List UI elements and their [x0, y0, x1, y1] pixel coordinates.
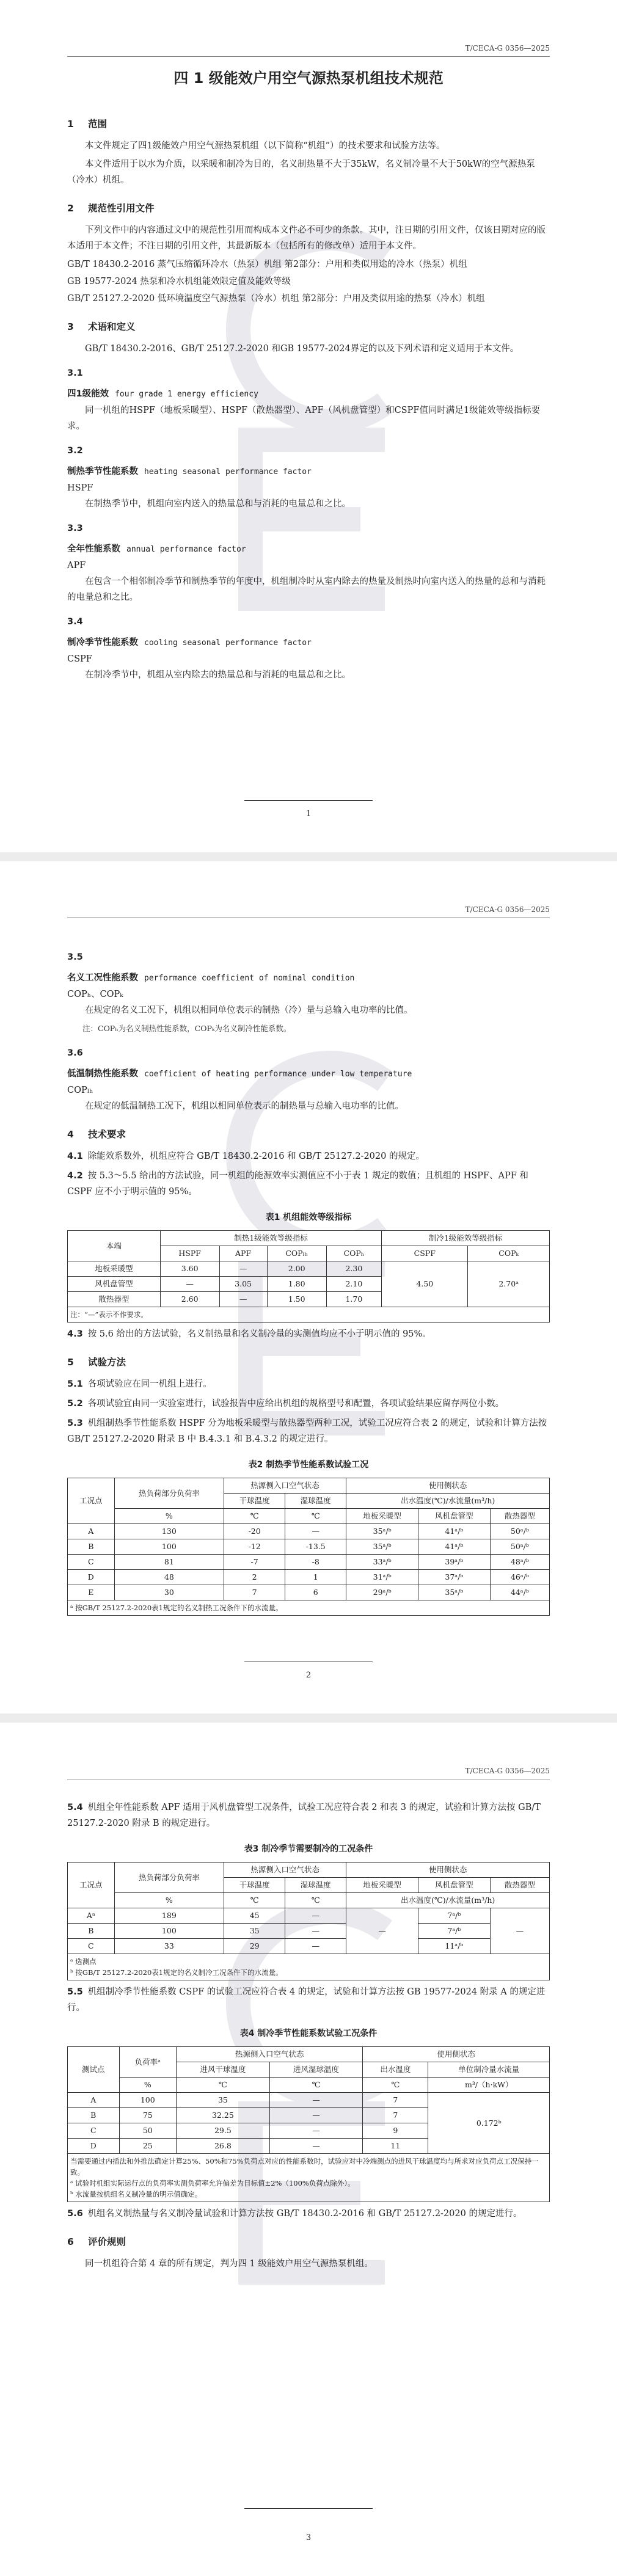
table-title: 表4 制冷季节性能系数试验工况条件	[239, 2029, 378, 2038]
copk-cell: 2.70ᵃ	[468, 1261, 550, 1307]
clause-item: 4.2 按 5.3～5.5 给出的方法试验，同一机组的能源效率实测值应不小于表 1 规定的数值；且机组的 HSPF、APF 和 CSPF 应不小于明示值的 95%。	[67, 1171, 528, 1197]
heating-test-conditions-table: 工况点 热负荷部分负荷率 热源侧入口空气状态 使用侧状态 干球温度 湿球温度 出水温度(℃)/水流量(m³/h) % ℃ ℃ 地板采暖型 风机盘管型 散热器型 A 130 -20 — 35ᵃ/ᵇ 41ᵃ/ᵇ 50ᵃ/ᵇ B 100 -12 -13.5 35ᵃ/ᵇ 41ᵃ/ᵇ 50ᵃ/ᵇ C 81 -7 -8 33ᵃ/ᵇ 39ᵃ/ᵇ 48ᵃ/ᵇ D 48 2 1 31ᵃ/ᵇ 37ᵃ/ᵇ 46ᵃ/ᵇ E 30 7 6 29ᵃ/ᵇ 35ᵃ/ᵇ 44ᵃ/ᵇ ᵃ 按GB/T 25127.2-2020表1规定的名义制热工况条件下的水流量。	[67, 1478, 550, 1616]
section-heading: 6 评价规则	[67, 2236, 126, 2247]
clause-number: 3.4	[67, 617, 83, 627]
document-page-1	[0, 0, 617, 852]
clause-number: 3.6	[67, 1048, 83, 1058]
cooling-load-conditions-table: 工况点 热负荷部分负荷率 热源侧入口空气状态 使用侧状态 干球温度 湿球温度 地板采暖型 风机盘管型 散热器型 % ℃ ℃ 出水温度(℃)/水流量(m³/h) Aᵃ 189 45 — — 7ᵃ/ᵇ — B 100 35 — 7ᵃ/ᵇ C 33 29 — 11ᵃ/ᵇ ᵃ 选测点 ᵇ 按GB/T 25127.2-2020表1规定的名义制冷工况条件下的水流量。	[67, 1862, 550, 1980]
table-header: 制冷1级能效等级指标	[382, 1231, 550, 1246]
table-title: 表1 机组能效等级指标	[265, 1213, 352, 1222]
table-row: E 30 7 6 29ᵃ/ᵇ 35ᵃ/ᵇ 44ᵃ/ᵇ	[68, 1585, 550, 1600]
term-heading: 低温制热性能系数 coefficient of heating performance under low temperature	[67, 1069, 412, 1079]
table-note: ᵃ 按GB/T 25127.2-2020表1规定的名义制热工况条件下的水流量。	[68, 1600, 550, 1616]
doc-code: T/CECA-G 0356—2025	[465, 44, 550, 53]
section-heading: 3 术语和定义	[67, 321, 136, 332]
term-symbol: COPₗₕ	[67, 1085, 93, 1095]
footer-rule	[244, 800, 373, 801]
clause-item: 4.1 除能效系数外，机组应符合 GB/T 18430.2-2016 和 GB/T 25127.2-2020 的规定。	[67, 1151, 425, 1161]
reference-item: GB 19577-2024 热泵和冷水机组能效限定值及能效等级	[67, 277, 291, 286]
document-page-3	[0, 1723, 617, 2576]
table-row: C 50 29.5 — 9	[68, 2123, 550, 2139]
term-heading: 制热季节性能系数 heating seasonal performance factor	[67, 467, 312, 476]
term-heading: 名义工况性能系数 performance coefficient of nominal condition	[67, 973, 355, 983]
paragraph: 同一机组符合第 4 章的所有规定，判为四 1 级能效户用空气源热泵机组。	[85, 2259, 373, 2269]
header-rule	[67, 56, 550, 57]
table-row: B 100 -12 -13.5 35ᵃ/ᵇ 41ᵃ/ᵇ 50ᵃ/ᵇ	[68, 1539, 550, 1555]
term-symbol: CSPF	[67, 654, 92, 664]
document-page-2	[0, 861, 617, 1713]
term-symbol: COPₕ、COPₖ	[67, 990, 123, 999]
clause-item: 5.2 各项试验宜由同一实验室进行，试验报告中应给出机组的规格型号和配置，各项试验结果应留存两位小数。	[67, 1399, 505, 1409]
section-heading: 2 规范性引用文件	[67, 203, 155, 214]
table-row: B 75 32.25 — 7	[68, 2108, 550, 2123]
paragraph: GB/T 18430.2-2016、GB/T 25127.2-2020 和GB 19577-2024界定的以及下列术语和定义适用于本文件。	[85, 344, 519, 354]
table-header: COPₕ	[326, 1246, 382, 1261]
table-note: ᵃ 选测点 ᵇ 按GB/T 25127.2-2020表1规定的名义制冷工况条件下的水流量。	[68, 1954, 550, 1980]
cspf-cell: 4.50	[382, 1261, 468, 1307]
clause-item: 5.1 各项试验应在同一机组上进行。	[67, 1379, 212, 1389]
cspf-test-conditions-table: 测试点 负荷率ᵃ 热源侧入口空气状态 使用侧状态 进风干球温度 进风湿球温度 出水温度 单位制冷量水流量 % ℃ ℃ ℃ m³/（h·kW） A 100 35 — 7 0.172ᵇ B 75 32.25 — 7 C 50 29.5 — 9 D 25 26.8 — 11 当需要通过内插法和外推法确定计算25%、50%和75%负荷点对应的性能系数时，试验应对中冷端测点的进风干球温度均与所求对应负荷点工况保持一致。 ᵃ 试验时机组实际运行点的负荷率实测负荷率允许偏差为目标值±2%（100%负荷点除外）。 ᵇ 水流量按机组名义制冷量的明示值确定。	[67, 2046, 550, 2202]
table-row: 散热器型 2.60 — 1.50 1.70	[68, 1292, 550, 1307]
term-heading: 四1级能效 four grade 1 energy efficiency	[67, 389, 258, 399]
page-number: 1	[305, 809, 312, 819]
table-row: A 130 -20 — 35ᵃ/ᵇ 41ᵃ/ᵇ 50ᵃ/ᵇ	[68, 1524, 550, 1539]
table-title: 表3 制冷季节需要制冷的工况条件	[244, 1844, 373, 1854]
page-1-body	[67, 104, 550, 685]
reference-item: GB/T 18430.2-2016 蒸气压缩循环冷水（热泵）机组 第2部分：户用和类似用途的冷水（热泵）机组	[67, 260, 467, 269]
table-row: B 100 35 — 7ᵃ/ᵇ	[68, 1924, 550, 1939]
table-row: C 81 -7 -8 33ᵃ/ᵇ 39ᵃ/ᵇ 48ᵃ/ᵇ	[68, 1555, 550, 1570]
section-heading: 5 试验方法	[67, 1357, 126, 1368]
table-row: 风机盘管型 — 3.05 1.80 2.10	[68, 1277, 550, 1292]
table-header: 本端	[68, 1231, 161, 1261]
table-title: 表2 制热季节性能系数试验工况	[248, 1460, 369, 1470]
efficiency-grade-table	[67, 1230, 550, 1323]
paragraph: 下列文件中的内容通过文中的规范性引用而构成本文件必不可少的条款。其中，注日期的引用文件，仅该日期对应的版本适用于本文件；不注日期的引用文件，其最新版本（包括所有的修改单）适用于本文件。	[67, 225, 546, 251]
term-definition: 在制热季节中，机组向室内送入的热量总和与消耗的电量总和之比。	[85, 499, 351, 509]
doc-code: T/CECA-G 0356—2025	[465, 905, 550, 914]
section-heading: 1 范围	[67, 119, 108, 130]
footer-rule	[244, 2508, 373, 2509]
clause-number: 3.3	[67, 524, 83, 533]
table-header: COPₗₕ	[267, 1246, 326, 1261]
clause-item: 5.6 机组名义制热量与名义制冷量试验和计算方法按 GB/T 18430.2-2016 和 GB/T 25127.2-2020 的规定进行。	[67, 2209, 522, 2219]
table-note: 当需要通过内插法和外推法确定计算25%、50%和75%负荷点对应的性能系数时，试验应对中冷端测点的进风干球温度均与所求对应负荷点工况保持一致。 ᵃ 试验时机组实际运行点的负荷率实测负荷率允许偏差为目标值±2%（100%负荷点除外）。 ᵇ 水流量按机组名义制冷量的明示值确定。	[68, 2154, 550, 2202]
table-header: HSPF	[160, 1246, 219, 1261]
page-number: 2	[305, 1671, 312, 1680]
table-row: 地板采暖型 3.60 — 2.00 2.30 4.50 2.70ᵃ	[68, 1261, 550, 1277]
reference-item: GB/T 25127.2-2020 低环境温度空气源热泵（冷水）机组 第2部分：户用及类似用途的热泵（冷水）机组	[67, 294, 485, 304]
term-definition: 在包含一个相邻制冷季节和制热季节的年度中，机组制冷时从室内除去的热量及制热时向室内送入的热量的总和与消耗的电量总和之比。	[67, 577, 546, 602]
clause-item: 5.4 机组全年性能系数 APF 适用于风机盘管型工况条件，试验工况应符合表 2 和表 3 的规定，试验和计算方法按 GB/T 25127.2-2020 附录 B 的规定进行。	[67, 1803, 541, 1828]
term-definition: 在规定的名义工况下，机组以相同单位表示的制热（冷）量与总输入电功率的比值。	[85, 1005, 413, 1015]
table-row: Aᵃ 189 45 — — 7ᵃ/ᵇ —	[68, 1908, 550, 1924]
page-number: 3	[305, 2533, 312, 2542]
page-2-body	[67, 941, 550, 1616]
clause-item: 4.3 按 5.6 给出的方法试验，名义制热量和名义制冷量的实测值均应不小于明示值的 95%。	[67, 1329, 431, 1339]
clause-item: 5.3 机组制热季节性能系数 HSPF 分为地板采暖型与散热器型两种工况，试验工况应符合表 2 的规定，试验和计算方法按 GB/T 25127.2-2020 附录 B 中 B.4.3.1 和 B.4.3.2 的规定进行。	[67, 1418, 547, 1444]
section-heading: 4 技术要求	[67, 1129, 126, 1140]
term-note: 注：COPₕ为名义制热性能系数，COPₖ为名义制冷性能系数。	[82, 1024, 291, 1033]
clause-item: 5.5 机组制冷季节性能系数 CSPF 的试验工况应符合表 4 的规定，试验和计算方法按 GB 19577-2024 附录 A 的规定进行。	[67, 1987, 546, 2013]
table-header: 制热1级能效等级指标	[160, 1231, 381, 1246]
page-3-body	[67, 1796, 550, 2274]
clause-number: 3.1	[67, 368, 83, 378]
table-header: COPₖ	[468, 1246, 550, 1261]
term-definition: 同一机组的HSPF（地板采暖型）、HSPF（散热器型）、APF（风机盘管型）和CSPF值同时满足1级能效等级指标要求。	[67, 406, 541, 431]
term-definition: 在规定的低温制热工况下，机组以相同单位表示的制热量与总输入电功率的比值。	[85, 1101, 404, 1111]
paragraph: 本文件适用于以水为介质，以采暖和制冷为目的，名义制热量不大于35kW，名义制冷量不大于50kW的空气源热泵（冷水）机组。	[67, 159, 535, 185]
term-heading: 制冷季节性能系数 cooling seasonal performance factor	[67, 638, 312, 648]
page-title: 四 1 级能效户用空气源热泵机组技术规范	[173, 70, 444, 87]
term-symbol: HSPF	[67, 483, 93, 493]
clause-number: 3.2	[67, 446, 83, 456]
table-note: 注：“—”表示不作要求。	[68, 1307, 550, 1323]
doc-code: T/CECA-G 0356—2025	[465, 1767, 550, 1775]
term-heading: 全年性能系数 annual performance factor	[67, 544, 246, 554]
paragraph: 本文件规定了四1级能效户用空气源热泵机组（以下简称“机组”）的技术要求和试验方法等。	[85, 141, 445, 151]
table-row: A 100 35 — 7 0.172ᵇ	[68, 2093, 550, 2108]
table-row: C 33 29 — 11ᵃ/ᵇ	[68, 1939, 550, 1954]
flow-rate-cell: 0.172ᵇ	[428, 2093, 550, 2154]
clause-number: 3.5	[67, 952, 83, 962]
term-definition: 在制冷季节中，机组从室内除去的热量总和与消耗的电量总和之比。	[85, 670, 351, 680]
table-header: APF	[219, 1246, 267, 1261]
table-row: D 25 26.8 — 11	[68, 2139, 550, 2154]
table-row: D 48 2 1 31ᵃ/ᵇ 37ᵃ/ᵇ 46ᵃ/ᵇ	[68, 1570, 550, 1585]
term-symbol: APF	[67, 561, 86, 571]
table-header: CSPF	[382, 1246, 468, 1261]
